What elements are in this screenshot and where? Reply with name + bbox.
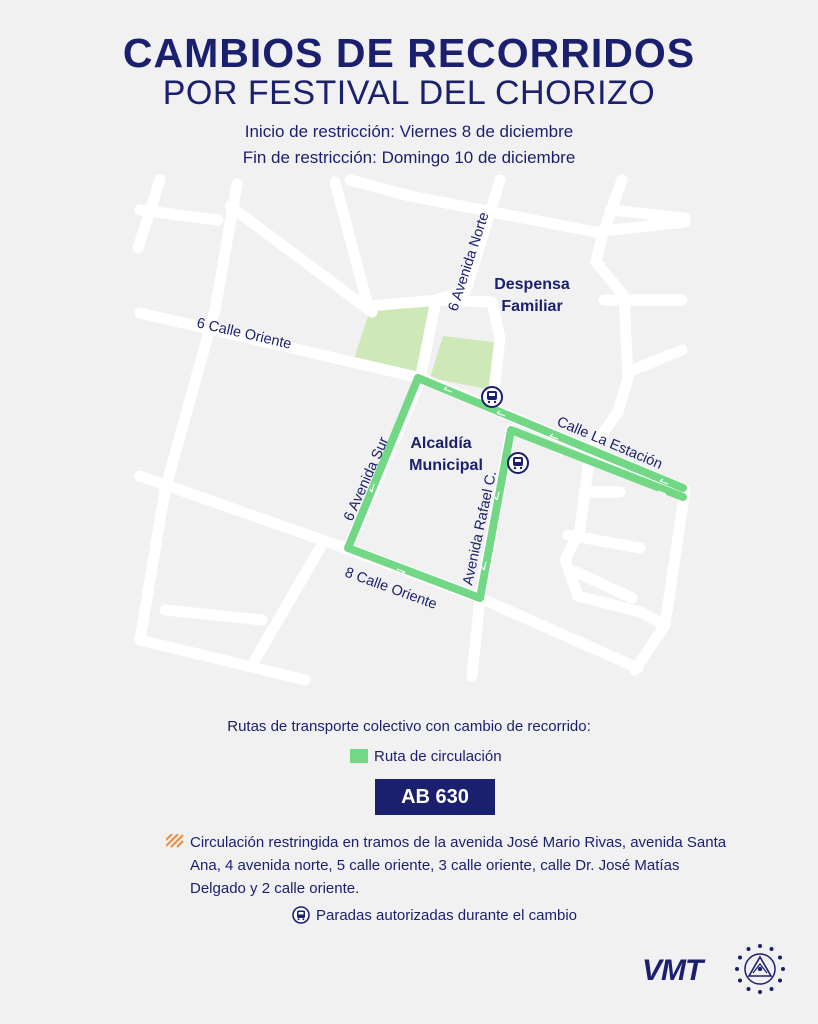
restriction-description: Circulación restringida en tramos de la avenida José Mario Rivas, avenida Santa Ana, 4 avenida norte, 5 calle oriente, 3 calle oriente, calle Dr. José Matías Delgado y 2 calle oriente. xyxy=(190,834,727,897)
street-calle-la-estacion: Calle La Estación xyxy=(554,413,665,473)
street-labels xyxy=(195,210,664,612)
legend-caption: Rutas de transporte colectivo con cambio de recorrido: xyxy=(227,718,591,735)
street-6-avenida-sur: 6 Avenida Sur xyxy=(341,434,393,524)
coat-of-arms-seal-icon xyxy=(733,942,787,996)
street-8-calle-oriente: 8 Calle Oriente xyxy=(342,564,439,613)
bus-stop-icon xyxy=(482,387,502,407)
place-despensa-line2: Familiar xyxy=(501,298,563,315)
route-map xyxy=(0,170,818,710)
legend-route xyxy=(350,746,502,766)
end-restriction-date: Fin de restricción: Domingo 10 de diciembre xyxy=(242,148,576,167)
place-alcaldia-line1: Alcaldía xyxy=(410,435,472,452)
street-6-calle-oriente: 6 Calle Oriente xyxy=(195,315,293,353)
stops-legend xyxy=(292,905,577,925)
road-network xyxy=(138,180,685,680)
route-loop-west xyxy=(348,378,683,598)
hatched-stripes-icon xyxy=(166,834,184,848)
street-avenida-rafael: Avenida Rafael C. xyxy=(460,469,501,587)
place-despensa-line1: Despensa xyxy=(494,276,570,293)
bus-route xyxy=(348,378,683,598)
bus-stop-icon xyxy=(292,906,310,924)
page-subtitle: POR FESTIVAL DEL CHORIZO xyxy=(162,74,656,112)
route-code-badge: AB 630 xyxy=(375,779,495,815)
stops-legend-label: Paradas autorizadas durante el cambio xyxy=(316,906,577,924)
route-color-swatch xyxy=(350,749,368,763)
bus-stop-icon xyxy=(508,453,528,473)
start-restriction-date: Inicio de restricción: Viernes 8 de diciembre xyxy=(244,122,574,141)
legend-route-label: Ruta de circulación xyxy=(374,747,502,765)
place-alcaldia-line2: Municipal xyxy=(409,457,483,474)
street-6-avenida-norte: 6 Avenida Norte xyxy=(445,210,493,314)
page-title: CAMBIOS DE RECORRIDOS xyxy=(122,30,696,76)
vmt-logo: VMT xyxy=(642,954,703,987)
